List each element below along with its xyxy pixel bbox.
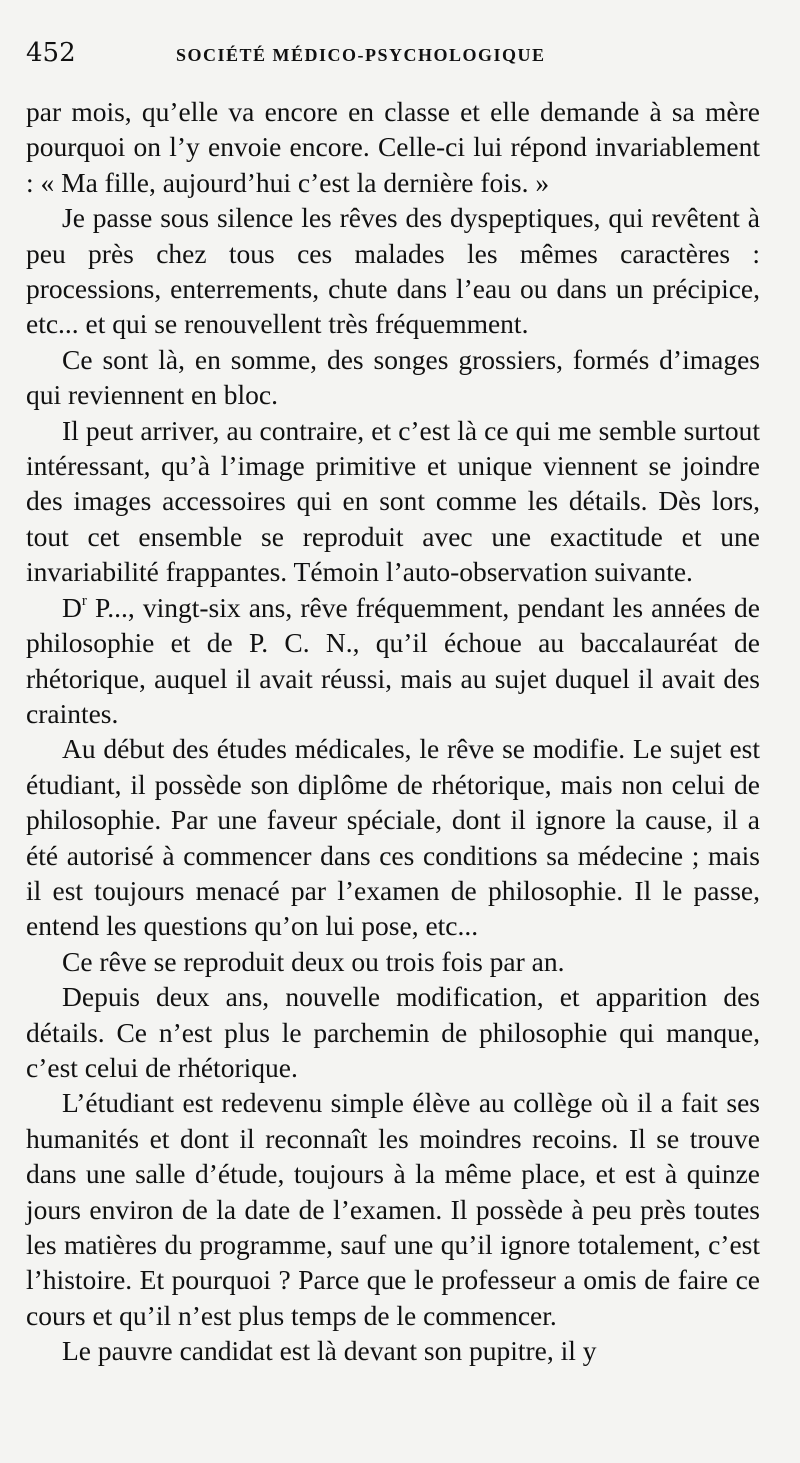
page-number: 452 (26, 38, 76, 68)
paragraph: Le pauvre candidat est là devant son pupitre, il y (62, 1335, 597, 1367)
paragraph: Depuis deux ans, nouvelle modification, et apparition des détails. Ce n’est plus le parchemin de philosophie qui manque, c’est celui de rhétorique. (26, 981, 760, 1083)
paragraph: Ce rêve se reproduit deux ou trois fois par an. (62, 945, 565, 977)
paragraph: L’étudiant est redevenu simple élève au collège où il a fait ses humanités et dont il reconnaît les moindres recoins. Il se trouve dans une salle d’étude, toujours à la même place, et est à quinze jours environ de la date de l’examen. Il possède à peu près toutes les matières du programme, sauf une qu’il ignore totalement, c’est l’histoire. Et pourquoi ? Parce que le professeur a omis de faire ce cours et qu’il n’est plus temps de le commencer. (26, 1087, 760, 1331)
paragraph: Au début des études médicales, le rêve se modifie. Le sujet est étudiant, il possède son diplôme de rhétorique, mais non celui de philosophie. Par une faveur spéciale, dont il ignore la cause, il a été autorisé à commencer dans ces conditions sa médecine ; mais il est toujours menacé par l’examen de philosophie. Il le passe, entend les questions qu’on lui pose, etc... (26, 733, 760, 942)
paragraph: par mois, qu’elle va encore en classe et elle demande à sa mère pourquoi on l’y envoie encore. Celle-ci lui répond invariablement : « Ma fille, aujourd’hui c’est la dernière fois. » (26, 96, 760, 198)
body-text (26, 94, 760, 1369)
paragraph: Il peut arriver, au contraire, et c’est là ce qui me semble surtout intéressant, qu’à l’image primitive et unique viennent se joindre des images accessoires qui en sont comme les détails. Dès lors, tout cet ensemble se reproduit avec une exactitude et une invariabilité frappantes. Témoin l’auto-observation suivante. (26, 414, 760, 588)
paragraph: $D^r$ P..., vingt-six ans, rêve fréquemment, pendant les années de philosophie et de P. C. N., qu’il échoue au baccalauréat de rhétorique, auquel il avait réussi, mais au sujet duquel il avait des craintes. (26, 591, 760, 729)
page-header (26, 38, 760, 78)
paragraph: Je passe sous silence les rêves des dyspeptiques, qui revêtent à peu près chez tous ces malades les mêmes caractères : processions, enterrements, chute dans l’eau ou dans un précipice, etc... et qui se renouvellent très fréquemment. (26, 202, 760, 340)
running-head: SOCIÉTÉ MÉDICO-PSYCHOLOGIQUE (176, 45, 546, 65)
paragraph: Ce sont là, en somme, des songes grossiers, formés d’images qui reviennent en bloc. (26, 343, 760, 411)
